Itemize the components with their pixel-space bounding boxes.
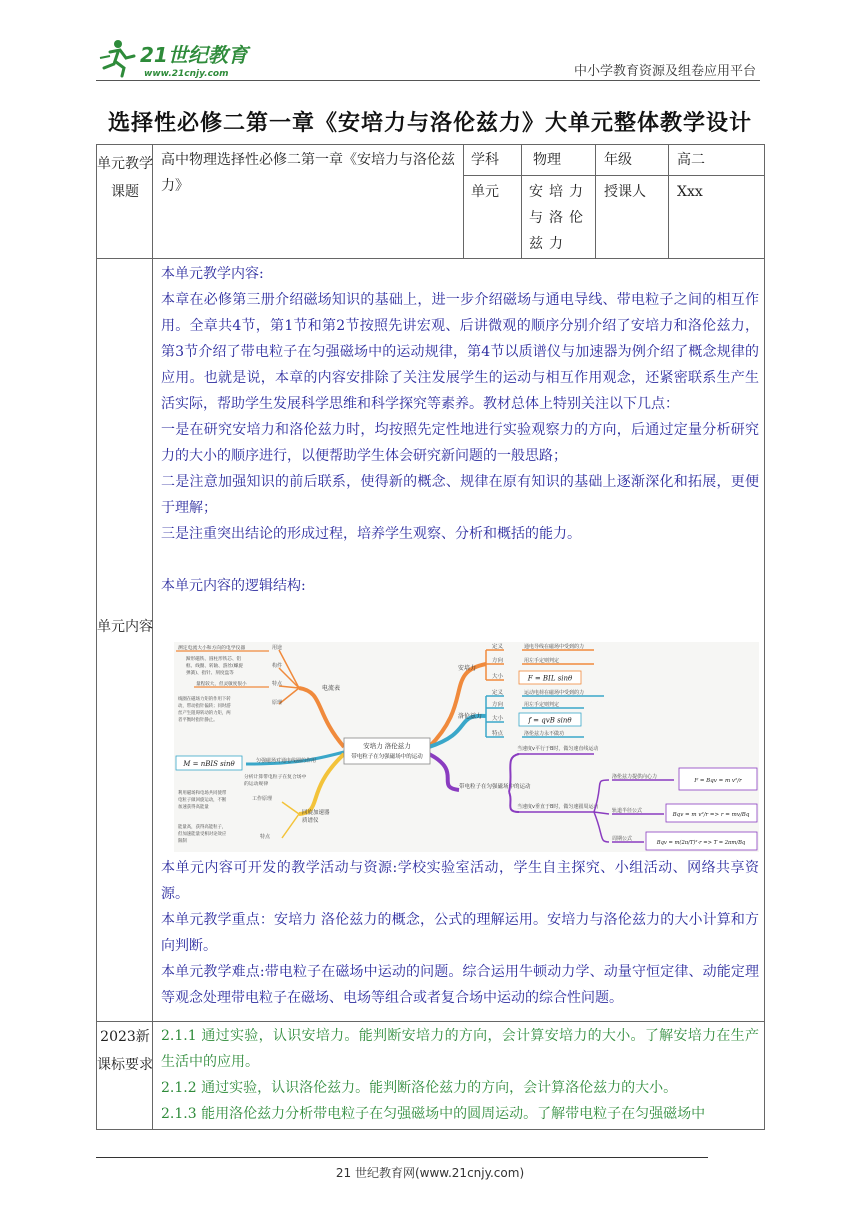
ampere-dir-tag: 方向 [492,658,504,664]
radius-eq: Bqv = m v²/r => r = mv/Bq [672,812,750,818]
meter-struct-1: 蹄形磁铁、圆柱形铁芯、铝 [186,657,242,662]
torque-desc: 匀强磁场对通电线圈的作用 [256,758,317,764]
unit-content [161,261,759,599]
cyclo-feat-tag: 特点 [260,834,271,840]
branch-motion [429,754,459,790]
row-divider [97,258,764,259]
column-divider [595,145,596,258]
lorentz-formula: f = qvB sinθ [528,716,572,725]
radius-tag: 轨道半径公式 [612,808,643,814]
column-divider [463,145,464,258]
header-divider [96,80,760,81]
lorentz-feat-text: 洛伦兹力永不做功 [524,731,565,737]
grade-value: 高二 [677,152,705,168]
motion-desc-1: 分析计算带电粒子在复合场中 [244,775,307,780]
meter-use-text: 测定电流大小和方向的电学仪器 [178,646,246,651]
mind-map [174,642,759,852]
unit-value: 安培力与洛伦兹力 [529,184,589,252]
meter-principle-2: 动，带动指针偏转；同时游 [178,704,231,709]
structure-heading: 本单元内容的逻辑结构: [161,578,306,594]
cyclotron-connectors [282,802,299,838]
unit-content-lower [161,855,759,1011]
lorentz-def-text: 运动电荷在磁场中受到的力 [524,690,585,696]
meter-connectors [279,650,299,704]
meter-use-tag: 用途 [272,645,283,651]
site-logo [96,38,266,80]
lorentz-f-tag: 洛伦兹力提供向心力 [612,774,658,780]
motion-desc-2: 的运动规律 [244,782,268,787]
cyclo-work-3: 加速获得高能量 [178,805,209,810]
subject-label: 学科 [471,152,499,168]
row-divider [463,175,764,176]
label-unit-content: 单元内容 [97,619,153,635]
motion-parallel: 当速度v平行于B时，做匀速直线运动 [517,746,599,752]
logo-url: www.21cnjy.com [144,69,229,79]
meter-principle-tag: 原理 [272,700,283,706]
lorentz-feat-tag: 特点 [492,731,504,737]
cyclo-feat-2: 但加速能量受相对论效应 [178,832,227,837]
branch-meter [299,688,344,747]
motion-perp: 当速度v垂直于B时，做匀速圆周运动 [517,804,599,810]
column-divider [668,145,669,258]
unit-topic: 高中物理选择性必修二第一章《安培力与洛伦兹力》 [161,152,455,194]
grade-label: 年级 [604,152,632,168]
runner-icon [100,40,134,76]
lorentz-def-tag: 定义 [492,690,504,696]
lorentz-dir-tag: 方向 [492,702,504,708]
meter-principle-3: 丝产生阻碍转动的力矩，两 [178,711,231,716]
requirement-1: 2.1.1 通过实验，认识安培力。能判断安培力的方向，会计算安培力的大小。了解安培力在生产生活中的应用。 [161,1028,759,1070]
row-divider [97,1021,764,1022]
footer-text: 21 世纪教育网(www.21cnjy.com) [335,1166,525,1180]
meter-name: 电流表 [322,685,341,692]
meter-feature-tag: 特点 [272,681,283,687]
logo-text: 21世纪教育 [140,43,248,67]
ampere-def-tag: 定义 [492,644,504,650]
meter-struct-2: 框、线圈、转轴、游丝(螺旋 [186,664,243,669]
branch-ampere [429,664,486,747]
cyclo-work-1: 利用磁场和电场共同使带 [178,791,227,796]
center-title: 安培力 洛伦兹力 [363,742,411,750]
content-intro: 本章在必修第三册介绍磁场知识的基础上，进一步介绍磁场与通电导线、带电粒子之间的相互作用。全章共4节，第1节和第2节按照先讲宏观、后讲微观的顺序分别介绍了安培力和洛伦兹力，第3节介绍了带电粒子在匀强磁场中的运动规律，第4节以质谱仪与加速器为例介绍了概念规律的应用。也就是说，本章的内容安排除了关注发展学生的运动与相互作用观念，还紧密联系生产生活实际，帮助学生发展科学思维和科学探究等素养。教材总体上特别关注以下几点： [161,292,759,412]
unit-label: 单元 [471,184,499,200]
requirement-3: 2.1.3 能用洛伦兹力分析带电粒子在匀强磁场中的圆周运动。了解带电粒子在匀强磁场中 [161,1106,706,1122]
content-point-1: 一是在研究安培力和洛伦兹力时，均按照先定性地进行实验观察力的方向，后通过定量分析研究力的大小的顺序进行，以便帮助学生体会研究新问题的一般思路； [161,422,759,464]
motion-name: 带电粒子在匀强磁场中的运动 [459,784,531,790]
ampere-dir-text: 用左手定则判定 [524,658,560,664]
meter-struct-3: 弹簧)、指针、刻度盘等 [186,671,234,676]
lorentz-name: 洛伦兹力 [458,713,483,720]
teacher-value: Xxx [677,184,703,200]
period-tag: 周期公式 [612,836,633,842]
lorentz-size-tag: 大小 [492,716,504,722]
lorentz-dir-text: 用左手定则判定 [524,702,560,708]
lorentz-f-eq: F = Bqv = m v²/r [694,778,742,784]
label-standards: 2023新课标要求 [97,1029,153,1073]
difficulties: 本单元教学难点:带电粒子在磁场中运动的问题。综合运用牛顿动力学、动量守恒定律、动能定理等观念处理带电粒子在磁场、电场等组合或者复合场中运动的综合性问题。 [161,964,759,1006]
meter-struct-tag: 构件 [272,663,283,669]
ampere-def-text: 通电导线在磁场中受到的力 [524,644,585,650]
standards [161,1023,759,1127]
content-heading: 本单元教学内容: [161,266,264,282]
footer-divider [96,1157,708,1158]
page-title: 选择性必修二第一章《安培力与洛伦兹力》大单元整体教学设计 [107,111,752,136]
center-subtitle: 带电粒子在匀强磁场中的运动 [351,754,423,760]
period-eq: Bqv = m(2π/T)²·r => T = 2πm/Bq [656,840,746,846]
cyclo-feat-1: 能量高，获得高能粒子， [178,825,227,830]
ampere-name: 安培力 [458,665,477,672]
ampere-formula: F = BIL sinθ [527,674,573,683]
label-unit-topic: 单元教学课题 [97,156,153,200]
cyclo-work-2: 电粒子做回旋运动，不断 [178,798,227,803]
key-points: 本单元教学重点：安培力 洛伦兹力的概念，公式的理解运用。安培力与洛伦兹力的大小计算和方向判断。 [161,912,759,954]
content-point-2: 二是注意加强知识的前后联系，使得新的概念、规律在原有知识的基础上逐渐深化和拓展，更便于理解； [161,474,759,516]
platform-name: 中小学教育资源及组卷应用平台 [573,64,756,79]
resources: 本单元内容可开发的教学活动与资源:学校实验室活动，学生自主探究、小组活动、网络共享资源。 [161,860,759,902]
subject-value: 物理 [533,152,561,168]
motion-sub-connectors [594,780,609,842]
branch-lorentz [429,716,486,747]
torque-formula: M = nBIS sinθ [183,760,235,768]
meter-feature-text: 量程较大，但灵敏度很小 [196,682,247,687]
content-point-3: 三是注重突出结论的形成过程，培养学生观察、分析和概括的能力。 [161,526,581,542]
meter-principle-1: 线圈在磁场力矩的作用下转 [178,697,231,702]
cyclotron-sub: 质谱仪 [302,818,319,824]
design-table [96,144,765,1130]
requirement-2: 2.1.2 通过实验，认识洛伦兹力。能判断洛伦兹力的方向，会计算洛伦兹力的大小。 [161,1080,678,1096]
ampere-size-tag: 大小 [492,674,504,680]
column-divider [521,145,522,258]
cyclo-feat-3: 限制 [178,839,187,844]
meter-principle-4: 者平衡时指针静止。 [178,718,218,723]
teacher-label: 授课人 [604,184,646,200]
cyclo-work-tag: 工作原理 [252,796,273,802]
cyclotron-name: 回旋加速器 [302,810,330,816]
